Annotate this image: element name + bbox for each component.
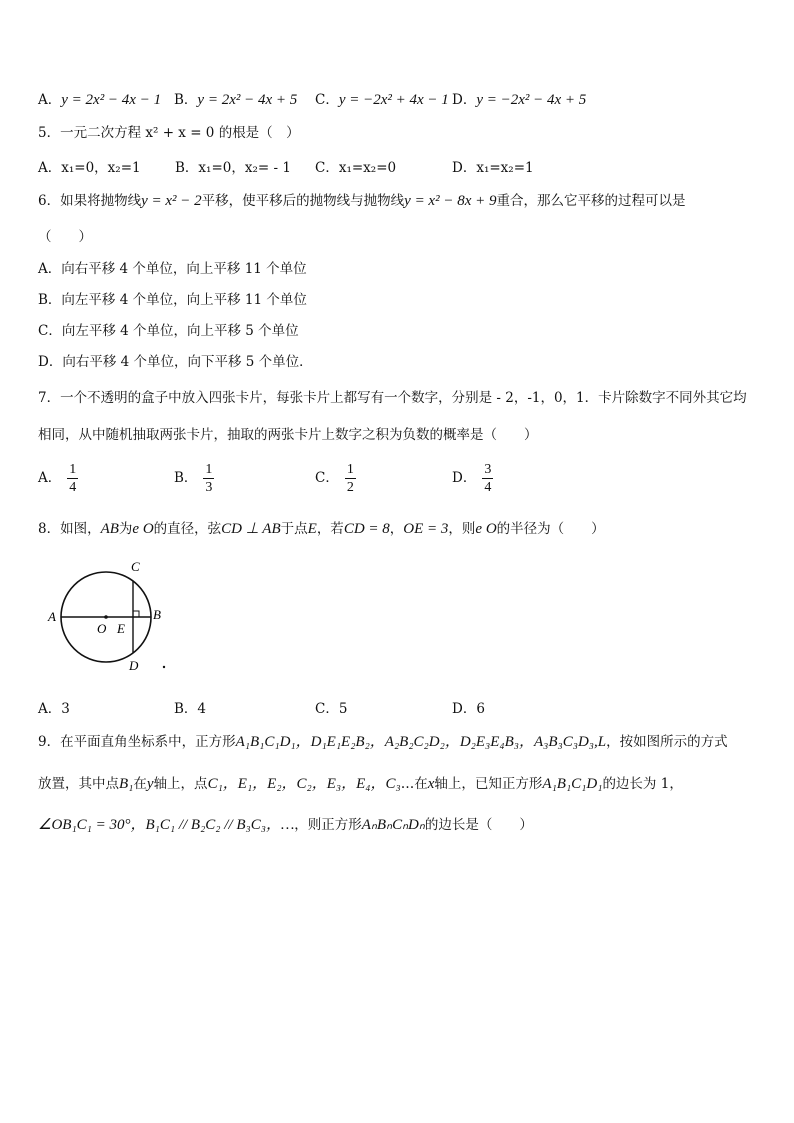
q6-option-a[interactable]: A．向右平移 4 个单位，向上平移 11 个单位 bbox=[38, 261, 307, 277]
fraction-numerator: 1 bbox=[205, 462, 213, 477]
q9-stem-part: 9．在平面直角坐标系中，正方形 bbox=[38, 734, 236, 750]
q7-option-d-label: D． bbox=[452, 470, 477, 486]
q9-stem-line3 bbox=[38, 816, 533, 834]
q6-option-b[interactable]: B．向左平移 4 个单位，向上平移 11 个单位 bbox=[38, 292, 307, 308]
q6-paren: （ ） bbox=[38, 229, 92, 245]
q4-option-d-expr: y = −2x² − 4x + 5 bbox=[476, 92, 587, 108]
q8-math: e O bbox=[132, 521, 154, 537]
q6-stem-part: 平移，使平移后的抛物线与抛物线 bbox=[201, 193, 405, 209]
q8-math: CD ⊥ AB bbox=[221, 521, 281, 537]
q9-stem-part: ，则正方形 bbox=[294, 817, 362, 833]
fraction-bar bbox=[345, 478, 356, 479]
q5-option-b-text: x₁=0，x₂= - 1 bbox=[198, 160, 291, 176]
q7-option-c-label: C． bbox=[315, 470, 339, 486]
q7-option-a[interactable] bbox=[38, 462, 78, 495]
q9-stem-line1 bbox=[38, 733, 728, 751]
q5-option-b[interactable] bbox=[175, 156, 291, 176]
q9-math: x bbox=[427, 776, 435, 792]
q9-stem-part: ，按如图所示的方式 bbox=[606, 734, 728, 750]
q4-option-b-expr: y = 2x² − 4x + 5 bbox=[197, 92, 298, 108]
q7-option-c[interactable] bbox=[315, 462, 356, 495]
q9-math: AₙBₙCₙDₙ bbox=[361, 817, 425, 833]
q4-option-d[interactable] bbox=[452, 88, 586, 109]
q4-option-c[interactable] bbox=[315, 88, 449, 109]
q9-math: C₁，E₁，E₂，C₂，E₃，E₄，C₃ bbox=[207, 776, 401, 792]
q6-expr1: y = x² − 2 bbox=[141, 193, 202, 209]
q5-option-a-text: x₁=0，x₂=1 bbox=[61, 160, 141, 176]
label-a: A bbox=[48, 609, 56, 624]
q4-option-d-label: D． bbox=[452, 92, 477, 108]
q9-math: A₁B₁C₁D₁ bbox=[542, 776, 603, 792]
q8-stem bbox=[38, 520, 605, 538]
q5-option-d[interactable] bbox=[452, 156, 534, 176]
q8-stem-part: 的半径为（ ） bbox=[496, 521, 605, 537]
q4-option-b-label: B． bbox=[174, 92, 198, 108]
q9-stem-part: 轴上，已知正方形 bbox=[434, 776, 543, 792]
q6-stem-part: 6．如果将抛物线 bbox=[38, 193, 142, 209]
q5-option-b-label: B． bbox=[175, 160, 199, 176]
q8-math: AB bbox=[100, 521, 119, 537]
q8-option-c-text: 5 bbox=[338, 701, 348, 717]
q7-option-a-label: A． bbox=[38, 470, 62, 486]
q4-option-a-expr: y = 2x² − 4x − 1 bbox=[61, 92, 162, 108]
fraction-denominator: 4 bbox=[69, 480, 77, 495]
q8-math: CD = 8 bbox=[343, 521, 390, 537]
q8-stem-part: 为 bbox=[118, 521, 133, 537]
q8-option-d-text: 6 bbox=[476, 701, 485, 717]
q5-stem: 5．一元二次方程 x² + x = 0 的根是（ ） bbox=[38, 125, 300, 141]
q6-option-d[interactable]: D．向右平移 4 个单位，向下平移 5 个单位． bbox=[38, 354, 313, 370]
q7-option-d-fraction bbox=[482, 462, 493, 495]
q5-option-c-text: x₁=x₂=0 bbox=[338, 160, 397, 176]
q7-option-d[interactable] bbox=[452, 462, 493, 495]
q8-stem-part: ，若 bbox=[316, 521, 344, 537]
q9-stem-part: 在 bbox=[133, 776, 147, 792]
q4-option-a-label: A． bbox=[38, 92, 62, 108]
fraction-denominator: 4 bbox=[484, 480, 492, 495]
q4-option-a[interactable] bbox=[38, 88, 161, 109]
center-point-o bbox=[104, 615, 108, 619]
q4-option-c-label: C． bbox=[315, 92, 339, 108]
q6-expr2: y = x² − 8x + 9 bbox=[404, 193, 497, 209]
q6-stem bbox=[38, 192, 686, 210]
q8-circle-figure bbox=[44, 555, 184, 680]
q8-option-d[interactable] bbox=[452, 697, 485, 717]
q5-option-a[interactable] bbox=[38, 156, 141, 176]
q8-option-a[interactable] bbox=[38, 697, 70, 717]
q9-math: y bbox=[146, 776, 154, 792]
q7-option-b-label: B． bbox=[174, 470, 198, 486]
label-d: D bbox=[129, 658, 139, 673]
label-b: B bbox=[153, 607, 161, 622]
q9-stem-part: 的边长是（ ） bbox=[424, 817, 533, 833]
q9-stem-part: …在 bbox=[400, 776, 428, 792]
fraction-numerator: 3 bbox=[484, 462, 492, 477]
q8-option-b[interactable] bbox=[174, 697, 206, 717]
fraction-bar bbox=[67, 478, 78, 479]
q8-stem-part: 于点 bbox=[280, 521, 308, 537]
q8-option-d-label: D． bbox=[452, 701, 477, 717]
q7-stem-line2: 相同，从中随机抽取两张卡片，抽取的两张卡片上数字之积为负数的概率是（ ） bbox=[38, 427, 538, 443]
q8-math: OE = 3 bbox=[403, 521, 449, 537]
q7-stem-line1: 7．一个不透明的盒子中放入四张卡片，每张卡片上都写有一个数字，分别是 - 2，-1，0，1．卡片除数字不同外其它均 bbox=[38, 390, 747, 406]
q7-option-c-fraction bbox=[345, 462, 356, 495]
fraction-bar bbox=[203, 478, 214, 479]
q9-stem-part: 的边长为 1， bbox=[602, 776, 683, 792]
q6-stem-part: 重合，那么它平移的过程可以是 bbox=[496, 193, 686, 209]
q8-stem-part: 的直径，弦 bbox=[153, 521, 222, 537]
q7-option-b[interactable] bbox=[174, 462, 214, 495]
right-angle-mark bbox=[133, 611, 139, 617]
label-c: C bbox=[131, 559, 140, 574]
q8-option-c[interactable] bbox=[315, 697, 347, 717]
q7-option-b-fraction bbox=[203, 462, 214, 495]
fraction-denominator: 2 bbox=[346, 480, 354, 495]
q8-option-a-text: 3 bbox=[61, 701, 70, 717]
q8-option-a-label: A． bbox=[38, 701, 62, 717]
q9-math: B₁ bbox=[119, 776, 134, 792]
q4-option-b[interactable] bbox=[174, 88, 297, 109]
q5-option-c[interactable] bbox=[315, 156, 396, 176]
q9-math: A₁B₁C₁D₁，D₁E₁E₂B₂，A₂B₂C₂D₂，D₂E₃E₄B₃，A₃B₃C₃D₃,L bbox=[235, 734, 607, 750]
q5-option-c-label: C． bbox=[315, 160, 339, 176]
q4-option-c-expr: y = −2x² + 4x − 1 bbox=[338, 92, 449, 108]
q5-option-d-label: D． bbox=[452, 160, 477, 176]
fraction-numerator: 1 bbox=[346, 462, 354, 477]
fraction-bar bbox=[482, 478, 493, 479]
q5-option-a-label: A． bbox=[38, 160, 62, 176]
q8-option-b-text: 4 bbox=[197, 701, 207, 717]
q5-option-d-text: x₁=x₂=1 bbox=[476, 160, 534, 176]
label-e: E bbox=[117, 621, 125, 636]
q7-option-a-fraction bbox=[67, 462, 78, 495]
q8-math: E bbox=[307, 521, 317, 537]
q8-stem-part: 8．如图， bbox=[38, 521, 101, 537]
q9-stem-part: 放置，其中点 bbox=[38, 776, 119, 792]
q8-option-c-label: C． bbox=[315, 701, 339, 717]
fraction-numerator: 1 bbox=[69, 462, 77, 477]
fraction-denominator: 3 bbox=[205, 480, 213, 495]
q8-option-b-label: B． bbox=[174, 701, 198, 717]
label-o: O bbox=[97, 621, 107, 636]
q8-math: e O bbox=[475, 521, 497, 537]
q6-option-c[interactable]: C．向左平移 4 个单位，向上平移 5 个单位 bbox=[38, 323, 299, 339]
q9-math: ∠OB₁C₁ = 30°，B₁C₁ // B₂C₂ // B₃C₃，… bbox=[38, 817, 295, 833]
q9-stem-part: 轴上，点 bbox=[153, 776, 208, 792]
q8-stem-part: ， bbox=[389, 521, 404, 537]
q9-stem-line2 bbox=[38, 775, 683, 793]
q8-stem-part: ，则 bbox=[448, 521, 476, 537]
stray-dot bbox=[163, 666, 165, 668]
